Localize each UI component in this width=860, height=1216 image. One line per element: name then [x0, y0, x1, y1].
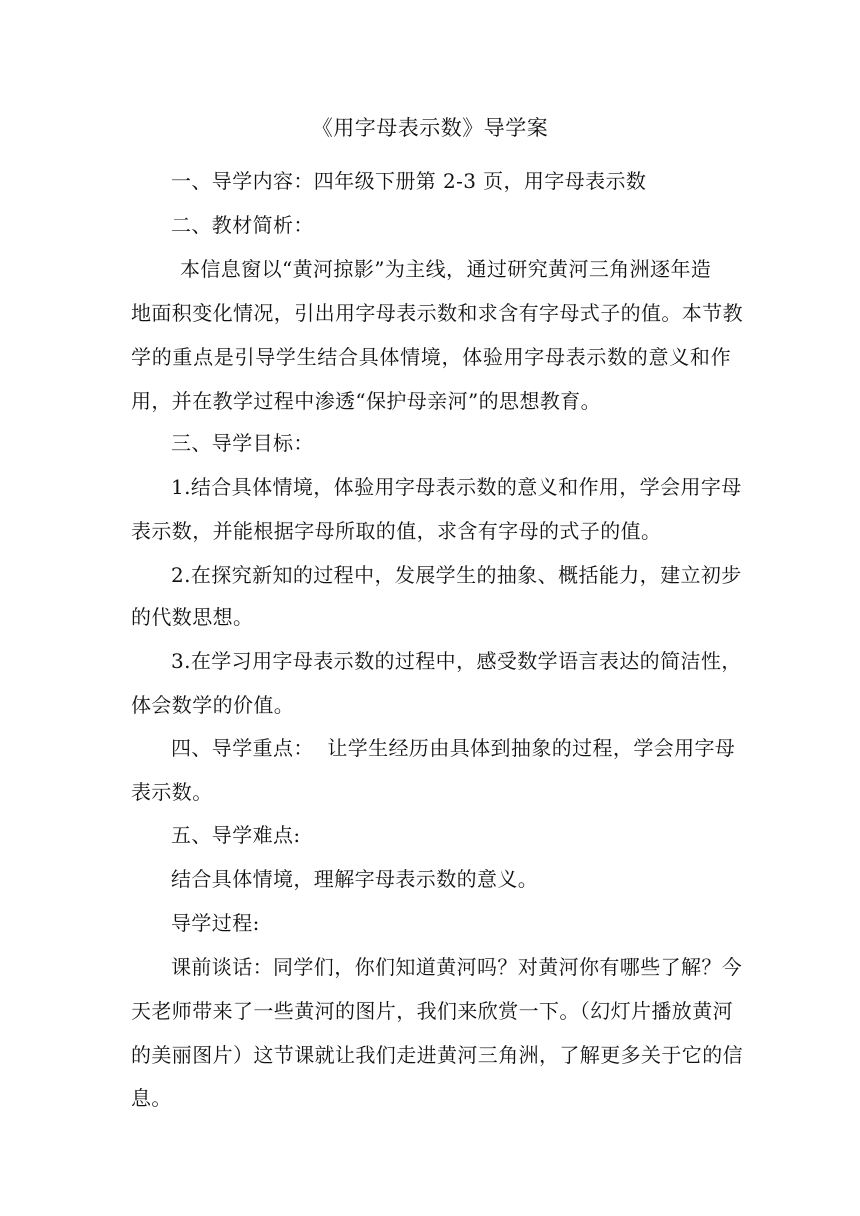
process-line-3: 的美丽图片）这节课就让我们走进黄河三角洲，了解更多关于它的信: [131, 1043, 743, 1067]
analysis-line-1: 本信息窗以“黄河掠影”为主线，通过研究黄河三角洲逐年造: [180, 257, 712, 281]
goal2-line-2: 的代数思想。: [131, 605, 254, 629]
goal1-line-1: 1.结合具体情境，体验用字母表示数的意义和作用，学会用字母: [171, 475, 742, 499]
process-line-1: 课前谈话：同学们，你们知道黄河吗？对黄河你有哪些了解？今: [171, 955, 743, 979]
document-title: 《用字母表示数》导学案: [311, 116, 549, 140]
goals-heading: 三、导学目标：: [171, 431, 314, 455]
analysis-heading: 二、教材简析：: [171, 213, 314, 237]
key-point-line-2: 表示数。: [131, 780, 213, 804]
goal3-line-2: 体会数学的价值。: [131, 693, 295, 717]
goal3-line-1: 3.在学习用字母表示数的过程中，感受数学语言表达的简洁性，: [171, 649, 742, 673]
analysis-line-2: 地面积变化情况，引出用字母表示数和求含有字母式子的值。本节教: [131, 301, 743, 325]
goal2-line-1: 2.在探究新知的过程中，发展学生的抽象、概括能力，建立初步: [171, 563, 742, 587]
analysis-line-3: 学的重点是引导学生结合具体情境，体验用字母表示数的意义和作: [131, 345, 731, 369]
difficulty-text: 结合具体情境，理解字母表示数的意义。: [171, 867, 539, 891]
content-line: 一、导学内容：四年级下册第 2-3 页，用字母表示数: [171, 169, 647, 193]
process-heading: 导学过程:: [171, 911, 260, 935]
key-point-line-1: 四、导学重点： 让学生经历由具体到抽象的过程，学会用字母: [171, 736, 736, 760]
process-line-4: 息。: [131, 1086, 172, 1110]
goal1-line-2: 表示数，并能根据字母所取的值，求含有字母的式子的值。: [131, 519, 662, 543]
difficulty-heading: 五、导学难点:: [171, 823, 301, 847]
analysis-line-4: 用，并在教学过程中渗透“保护母亲河”的思想教育。: [131, 389, 602, 413]
process-line-2: 天老师带来了一些黄河的图片，我们来欣赏一下。（幻灯片播放黄河: [131, 999, 733, 1023]
